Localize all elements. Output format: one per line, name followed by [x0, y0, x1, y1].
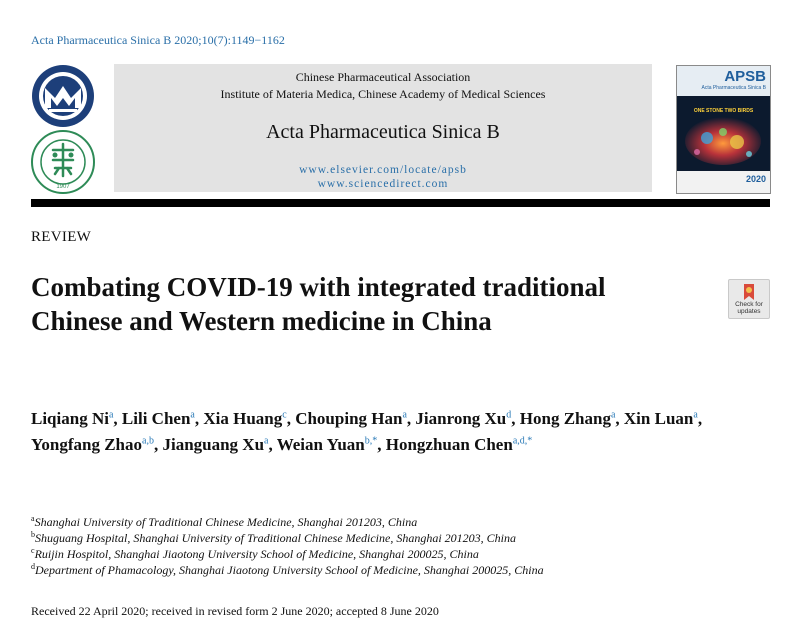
author-separator: , — [615, 409, 624, 428]
author-affiliation-link[interactable]: a — [264, 435, 269, 447]
check-for-updates-label — [729, 301, 769, 315]
author-name[interactable]: Xia Huang — [203, 409, 283, 428]
journal-banner — [114, 64, 652, 192]
imm-logo-year: 1907 — [56, 184, 70, 190]
author-entry — [295, 409, 415, 428]
affiliation-text: Shuguang Hospital, Shanghai University of Traditional Chinese Medicine, Shanghai 201203, China — [35, 531, 516, 545]
author-affiliation-link[interactable]: a — [610, 409, 616, 421]
article-title: Combating COVID-19 with integrated traditional Chinese and Western medicine in China — [31, 272, 606, 336]
author-affiliation-link[interactable]: a — [693, 409, 698, 421]
cover-year: 2020 — [745, 174, 766, 184]
author-separator: , — [113, 409, 122, 428]
affiliation-item — [31, 530, 751, 546]
author-entry — [122, 409, 203, 428]
affiliation-item — [31, 514, 751, 530]
author-name[interactable]: Chouping Han — [295, 409, 403, 428]
affiliation-key: d — [31, 562, 35, 571]
author-name[interactable]: Lili Chen — [121, 409, 191, 428]
affiliation-text: Shanghai University of Traditional Chinese Medicine, Shanghai 201203, China — [34, 515, 418, 529]
author-name[interactable]: Yongfang Zhao — [31, 435, 143, 454]
author-name[interactable]: Jianguang Xu — [162, 435, 265, 454]
author-separator: , — [153, 435, 163, 454]
author-name[interactable]: Weian Yuan — [276, 435, 365, 454]
author-name[interactable]: Hongzhuan Chen — [385, 435, 513, 454]
cover-subtitle: Acta Pharmaceutica Sinica B — [701, 85, 766, 91]
check-for-updates-button[interactable] — [728, 279, 770, 319]
author-entry — [624, 409, 702, 428]
affiliation-list — [31, 514, 751, 578]
author-entry — [277, 435, 386, 454]
author-entry — [162, 435, 276, 454]
author-separator: , — [268, 435, 277, 454]
affiliation-key: b — [31, 530, 35, 539]
author-entry — [415, 409, 519, 428]
author-name[interactable]: Xin Luan — [623, 409, 694, 428]
received-dates: Received 22 April 2020; received in revised form 2 June 2020; accepted 8 June 2020 — [31, 604, 439, 618]
author-list — [31, 406, 731, 458]
author-separator: , — [194, 409, 204, 428]
header-divider — [31, 199, 770, 207]
author-affiliation-link[interactable]: a — [190, 409, 195, 421]
affiliation-text: Department of Phamacology, Shanghai Jiaotong University School of Medicine, Shanghai 200025, China — [35, 563, 544, 577]
cover-tagline: ONE STONE TWO BIRDS — [693, 108, 754, 114]
author-entry — [31, 435, 162, 454]
article-type-label: REVIEW — [31, 229, 92, 245]
author-affiliation-link[interactable]: a — [402, 409, 407, 421]
imm-logo-icon — [31, 130, 95, 194]
affiliation-item — [31, 562, 751, 578]
author-affiliation-link[interactable]: a,b — [142, 435, 154, 447]
journal-cover-image[interactable] — [676, 65, 771, 194]
author-name[interactable]: Liqiang Ni — [31, 409, 109, 428]
sciencedirect-url-link[interactable]: www.sciencedirect.com — [317, 178, 449, 190]
journal-header — [31, 59, 770, 197]
check-for-updates-label-line2: updates — [737, 308, 761, 315]
author-separator: , — [511, 409, 520, 428]
author-affiliation-link[interactable]: b,* — [364, 435, 378, 447]
author-entry — [31, 409, 122, 428]
author-entry — [520, 409, 624, 428]
cpa-logo-icon — [31, 64, 95, 128]
affiliation-text: Ruijin Hospitol, Shanghai Jiaotong University School of Medicine, Shanghai 200025, China — [34, 547, 479, 561]
cover-brand: APSB — [724, 68, 766, 85]
author-affiliation-link[interactable]: a,d,* — [512, 435, 533, 447]
check-for-updates-label-line1: Check for — [735, 301, 763, 308]
affiliation-item — [31, 546, 751, 562]
author-separator: , — [697, 409, 703, 428]
author-affiliation-link[interactable]: d — [506, 409, 512, 421]
author-separator: , — [406, 409, 416, 428]
affiliation-key: a — [31, 514, 35, 523]
affiliation-key: c — [31, 546, 35, 555]
publisher-org-line2: Institute of Materia Medica, Chinese Academy of Medical Sciences — [220, 87, 546, 101]
publisher-org-line1: Chinese Pharmaceutical Association — [295, 70, 471, 84]
journal-citation-link[interactable]: Acta Pharmaceutica Sinica B 2020;10(7):1149−1162 — [31, 33, 285, 47]
society-logos — [31, 62, 101, 194]
author-name[interactable]: Jianrong Xu — [415, 409, 507, 428]
journal-title: Acta Pharmaceutica Sinica B — [266, 121, 500, 143]
author-entry — [203, 409, 295, 428]
author-separator: , — [286, 409, 296, 428]
check-for-updates-icon — [741, 283, 757, 301]
elsevier-url-link[interactable]: www.elsevier.com/locate/apsb — [299, 164, 467, 176]
author-affiliation-link[interactable]: a — [108, 409, 114, 421]
author-separator: , — [377, 435, 386, 454]
author-entry — [386, 435, 533, 454]
author-name[interactable]: Hong Zhang — [519, 409, 611, 428]
author-affiliation-link[interactable]: c — [282, 409, 287, 421]
